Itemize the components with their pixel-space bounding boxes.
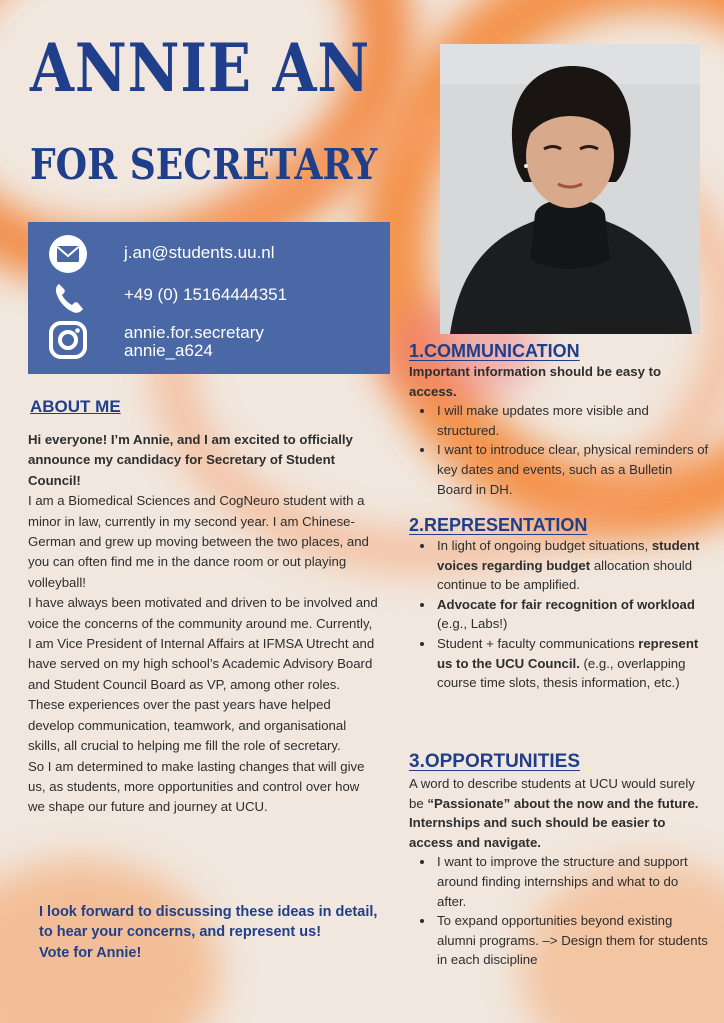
instagram-icon — [48, 320, 88, 360]
phone-icon — [48, 278, 88, 318]
communication-section — [409, 340, 709, 499]
opportunities-section — [409, 750, 709, 970]
list-item: • To expand opportunities beyond existing alumni programs. –> Design them for students in each discipline — [435, 911, 709, 970]
communication-lead: Important information should be easy to access. — [409, 364, 662, 399]
candidate-name: ANNIE AN — [30, 29, 371, 107]
list-item: • I want to improve the structure and support around finding internships and what to do after. — [435, 852, 709, 911]
candidate-photo — [440, 44, 700, 334]
email-link[interactable]: j.an@students.uu.nl — [124, 243, 275, 262]
opportunities-intro: A word to describe students at UCU would surely be “Passionate” about the now and the future. — [409, 776, 699, 811]
list-item: • I will make updates more visible and structured. — [435, 401, 709, 440]
about-intro: Hi everyone! I’m Annie, and I am excited to officially announce my candidacy for Secretary of Student Council! — [28, 432, 353, 488]
closing-line-1: I look forward to discussing these ideas in detail, to hear your concerns, and represent us! — [39, 904, 378, 941]
opportunities-heading: 3.OPPORTUNITIES — [409, 751, 581, 772]
about-para-3: So I am determined to make lasting changes that will give us, as students, more opportunities and control over how we shape our future and journey at UCU. — [28, 758, 365, 815]
candidate-position: FOR SECRETARY — [30, 140, 378, 189]
representation-heading: 2.REPRESENTATION — [409, 515, 588, 535]
list-item: • Student + faculty communications represent us to the UCU Council. (e.g., overlapping course time slots, thesis information, etc.) — [435, 634, 709, 693]
list-item: • Advocate for fair recognition of workload (e.g., Labs!) — [435, 595, 709, 634]
closing-line-2: Vote for Annie! — [39, 944, 142, 961]
contact-box — [28, 222, 390, 374]
list-item: • In light of ongoing budget situations, student voices regarding budget allocation should continue to be amplified. — [435, 536, 709, 595]
opportunities-lead: Internships and such should be easier to access and navigate. — [409, 815, 666, 850]
about-para-2: I have always been motivated and driven to be involved and voice the concerns of the community around me. Currently, I am Vice President of Internal Affairs at IFMSA Utrecht and have served on my high school’s Academic Advisory Board and Student Council Board as VP, among other roles. These experiences over the past years have helped develop communication, teamwork, and organisational skills, all crucial to helping me fill the role of secretary. — [28, 595, 378, 754]
closing-message — [39, 902, 389, 963]
mail-icon — [48, 234, 88, 274]
instagram-handle-1[interactable]: annie.for.secretary — [124, 323, 264, 342]
list-item: • I want to introduce clear, physical reminders of key dates and events, such as a Bulletin Board in DH. — [435, 440, 709, 499]
about-heading: ABOUT ME — [30, 397, 121, 416]
about-text — [28, 430, 378, 818]
instagram-handle-2[interactable]: annie_a624 — [124, 341, 213, 360]
representation-section — [409, 514, 709, 693]
about-para-1: I am a Biomedical Sciences and CogNeuro student with a minor in law, currently in my second year. I am Chinese-German and grew up moving between the two places, and you can often find me in the dance room or out playing volleyball! — [28, 493, 369, 590]
communication-heading: 1.COMMUNICATION — [409, 341, 580, 361]
phone-number[interactable]: +49 (0) 15164444351 — [124, 285, 288, 304]
